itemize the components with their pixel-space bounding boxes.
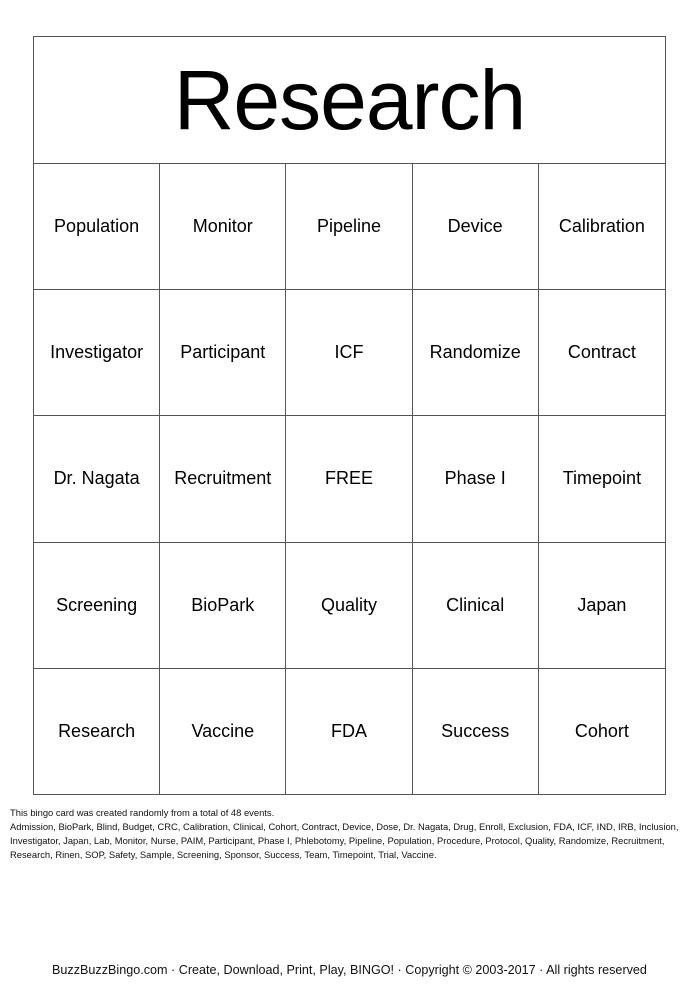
bingo-cell: Participant <box>160 290 286 416</box>
bingo-cell: Phase I <box>413 416 539 542</box>
bingo-cell: Randomize <box>413 290 539 416</box>
bingo-cell: Quality <box>286 543 412 669</box>
free-space-cell: FREE <box>286 416 412 542</box>
bingo-cell: Success <box>413 669 539 795</box>
bingo-cell: Japan <box>539 543 665 669</box>
bingo-cell: Research <box>34 669 160 795</box>
bingo-grid <box>34 164 665 795</box>
bingo-cell: BioPark <box>160 543 286 669</box>
bingo-cell: Calibration <box>539 164 665 290</box>
bingo-cell: Monitor <box>160 164 286 290</box>
events-list: Admission, BioPark, Blind, Budget, CRC, Calibration, Clinical, Cohort, Contract, Device, Dose, Dr. Nagata, Drug, Enroll, Exclusion, FDA, ICF, IND, IRB, Inclusion, Investigator, Japan, Lab, Monitor, Nurse, PAIM, Participant, Phase I, Phlebotomy, Pipeline, Population, Procedure, Protocol, Quality, Randomize, Recruitment, Research, Rinen, SOP, Safety, Sample, Screening, Sponsor, Success, Team, Timepoint, Trial, Vaccine. <box>10 821 679 860</box>
bingo-cell: Device <box>413 164 539 290</box>
bingo-card <box>33 36 666 795</box>
card-title: Research <box>34 37 665 164</box>
bingo-cell: Population <box>34 164 160 290</box>
bingo-cell: FDA <box>286 669 412 795</box>
bingo-cell: ICF <box>286 290 412 416</box>
bingo-cell: Investigator <box>34 290 160 416</box>
footer-text: BuzzBuzzBingo.com · Create, Download, Print, Play, BINGO! · Copyright © 2003-2017 · All rights reserved <box>52 963 647 977</box>
bingo-cell: Contract <box>539 290 665 416</box>
bingo-cell: Cohort <box>574 721 629 742</box>
bingo-cell: Pipeline <box>286 164 412 290</box>
bingo-cell: Dr. Nagata <box>34 416 160 542</box>
bingo-cell: Clinical <box>413 543 539 669</box>
bingo-cell: Vaccine <box>160 669 286 795</box>
card-info <box>10 806 690 862</box>
bingo-cell: Recruitment <box>160 416 286 542</box>
bingo-cell: Screening <box>34 543 160 669</box>
summary-text: This bingo card was created randomly from a total of 48 events. <box>10 807 275 818</box>
bingo-cell: Timepoint <box>539 416 665 542</box>
